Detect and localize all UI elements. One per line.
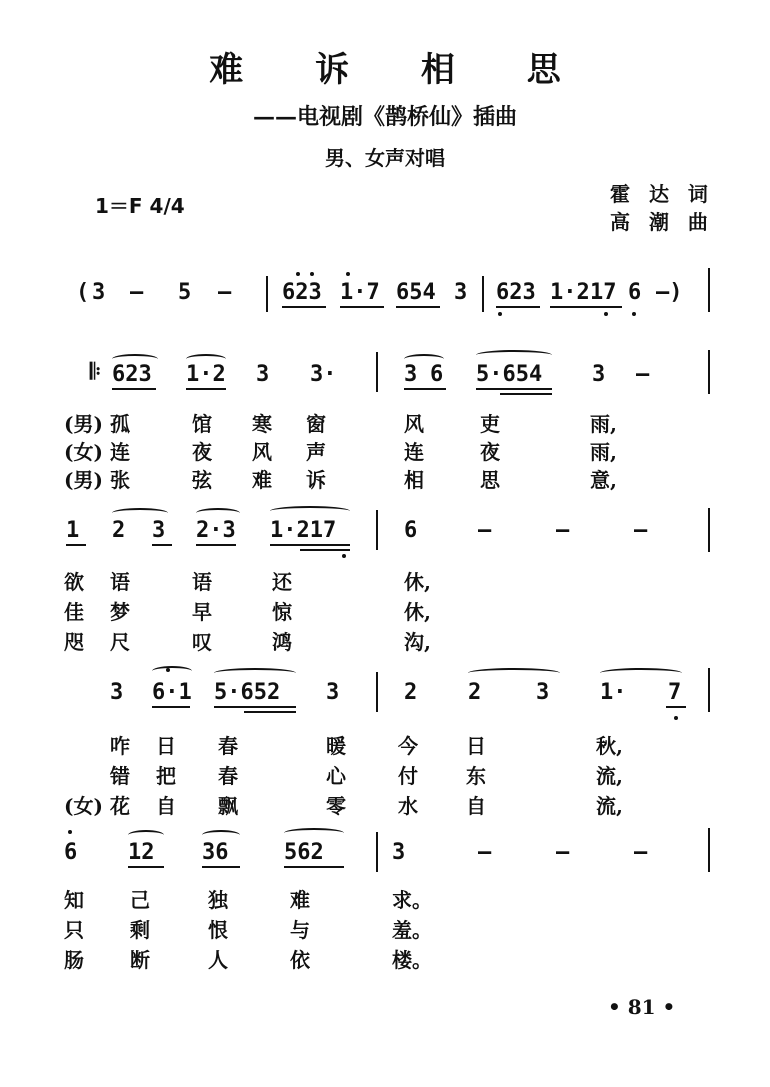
lyric-char: 春: [218, 734, 238, 758]
slur: [600, 668, 682, 678]
lyric-line: [0, 884, 770, 910]
underline: [284, 866, 344, 868]
lyric-char: 把: [156, 764, 176, 788]
octave-dot: [166, 668, 170, 672]
octave-dot: [296, 272, 300, 276]
lyric-char: 肠: [64, 948, 84, 972]
lyric-char: 自: [156, 794, 176, 818]
lyric-char: 流,: [596, 794, 623, 818]
intro-note: 17: [590, 280, 617, 305]
lyric-char: 连: [110, 440, 130, 464]
lyric-line: [0, 730, 770, 756]
slur: [112, 508, 168, 518]
slur: [284, 828, 344, 838]
lyric-char: 还: [272, 570, 292, 594]
melody-dash: —: [636, 362, 650, 387]
underline: [244, 711, 296, 713]
underline: [476, 388, 552, 390]
lyric-line: [0, 566, 770, 592]
lyric-char: 休,: [404, 600, 431, 624]
melody-note: 36: [202, 840, 229, 865]
lyric-char: 连: [404, 440, 424, 464]
octave-dot: [346, 272, 350, 276]
lyric-line: [0, 944, 770, 970]
underline: [404, 388, 446, 390]
intro-dash: —: [130, 280, 144, 305]
lyric-char: 人: [208, 948, 228, 972]
underline: [270, 544, 350, 546]
lyric-char: 意,: [590, 468, 617, 492]
melody-note: 3: [592, 362, 606, 387]
lyric-char: 寒: [252, 412, 272, 436]
lyric-char: 馆: [192, 412, 212, 436]
melody-note: 1·217: [270, 518, 337, 543]
lyric-char: 相: [404, 468, 424, 492]
barline: [376, 672, 378, 712]
lyric-char: 早: [192, 600, 212, 624]
lyric-char: 流,: [596, 764, 623, 788]
melody-dash: —: [634, 518, 648, 543]
intro-note: 5: [178, 280, 192, 305]
song-subtitle: ——电视剧《鹊桥仙》插曲: [252, 104, 517, 130]
lyric-char: 只: [64, 918, 84, 942]
melody-note: 1·: [600, 680, 627, 705]
barline: [708, 508, 710, 552]
underline: [340, 306, 384, 308]
octave-dot: [342, 554, 346, 558]
octave-dot: [674, 716, 678, 720]
singer-marker: (男): [64, 412, 103, 436]
lyric-char: 鸿: [272, 630, 292, 654]
lyric-char: 花: [110, 794, 130, 818]
octave-dot: [632, 312, 636, 316]
lyric-char: 难: [290, 888, 310, 912]
melody-note: 1·2: [186, 362, 226, 387]
slur: [214, 668, 296, 678]
melody-note: 5·654: [476, 362, 543, 387]
octave-dot: [498, 312, 502, 316]
underline: [300, 549, 350, 551]
lyric-char: 心: [326, 764, 346, 788]
lyricist-credit: 霍 达 词: [610, 182, 714, 206]
lyric-char: 今: [398, 734, 418, 758]
intro-note: 623: [496, 280, 536, 305]
slur: [270, 506, 350, 516]
slur: [476, 350, 552, 360]
lyric-char: 休,: [404, 570, 431, 594]
intro-open-paren: (: [76, 280, 90, 305]
lyric-char: 东: [466, 764, 486, 788]
underline: [496, 306, 540, 308]
lyric-char: 剩: [130, 918, 150, 942]
intro-note: 3: [92, 280, 106, 305]
lyric-char: 飘: [218, 794, 238, 818]
underline: [500, 393, 552, 395]
slur: [128, 830, 164, 840]
slur: [152, 666, 192, 676]
lyric-char: 暖: [326, 734, 346, 758]
underline: [112, 388, 156, 390]
underline: [202, 866, 240, 868]
lyric-char: 求。: [392, 888, 432, 912]
melody-note: 3: [110, 680, 124, 705]
singer-marker: (女): [64, 794, 103, 818]
lyric-char: 恨: [208, 918, 228, 942]
melody-dash: —: [478, 840, 492, 865]
melody-note: 12: [128, 840, 155, 865]
lyric-char: 知: [64, 888, 84, 912]
underline: [186, 388, 226, 390]
melody-note: 623: [112, 362, 152, 387]
lyric-char: 风: [252, 440, 272, 464]
lyric-char: 语: [192, 570, 212, 594]
melody-note: 3: [392, 840, 406, 865]
melody-dash: —: [556, 840, 570, 865]
lyric-char: 己: [130, 888, 150, 912]
singer-marker: (女): [64, 440, 103, 464]
melody-note: 562: [284, 840, 324, 865]
lyric-line: [0, 760, 770, 786]
melody-dash: —: [556, 518, 570, 543]
underline: [66, 544, 86, 546]
lyric-char: 语: [110, 570, 130, 594]
barline: [376, 832, 378, 872]
lyric-char: 春: [218, 764, 238, 788]
barline: [708, 828, 710, 872]
lyric-line: [0, 914, 770, 940]
page-number: • 81 •: [608, 995, 676, 1019]
barline: [708, 350, 710, 394]
voice-arrangement: 男、女声对唱: [325, 146, 445, 170]
lyric-char: 日: [466, 734, 486, 758]
lyric-char: 叹: [192, 630, 212, 654]
intro-note: 623: [282, 280, 322, 305]
barline: [708, 268, 710, 312]
singer-marker: (男): [64, 468, 103, 492]
lyric-line: [0, 464, 770, 490]
slur: [186, 354, 226, 364]
lyric-char: 咫: [64, 630, 84, 654]
barline: [376, 352, 378, 392]
lyric-char: 日: [156, 734, 176, 758]
slur: [404, 354, 444, 364]
lyric-char: 诉: [306, 468, 326, 492]
underline: [396, 306, 440, 308]
underline: [550, 306, 622, 308]
lyric-char: 夜: [192, 440, 212, 464]
slur: [112, 354, 158, 364]
intro-dash: —): [656, 280, 683, 305]
lyric-char: 沟,: [404, 630, 431, 654]
lyric-char: 错: [110, 764, 130, 788]
lyric-char: 惊: [272, 600, 292, 624]
melody-note: 2: [404, 680, 418, 705]
melody-note: 7: [668, 680, 682, 705]
barline: [266, 276, 268, 312]
lyric-char: 梦: [110, 600, 130, 624]
lyric-line: [0, 408, 770, 434]
melody-note: 6·1: [152, 680, 192, 705]
lyric-char: 欲: [64, 570, 84, 594]
lyric-char: 佳: [64, 600, 84, 624]
barline: [376, 510, 378, 550]
intro-note: 654: [396, 280, 436, 305]
melody-dash: —: [634, 840, 648, 865]
lyric-char: 零: [326, 794, 346, 818]
intro-note: 1·7: [340, 280, 380, 305]
lyric-char: 思: [480, 468, 500, 492]
intro-dash: —: [218, 280, 232, 305]
lyric-line: [0, 436, 770, 462]
composer-credit: 高 潮 曲: [610, 210, 714, 234]
melody-note: 3: [152, 518, 166, 543]
lyric-char: 秋,: [596, 734, 623, 758]
lyric-char: 依: [290, 948, 310, 972]
melody-note: 6: [430, 362, 444, 387]
underline: [666, 706, 686, 708]
melody-dash: —: [478, 518, 492, 543]
lyric-line: [0, 626, 770, 652]
lyric-char: 楼。: [392, 948, 432, 972]
repeat-start-sign: 𝄆: [90, 360, 101, 385]
melody-note: 6: [404, 518, 418, 543]
barline: [708, 668, 710, 712]
melody-note: 2·3: [196, 518, 236, 543]
song-title: 难 诉 相 思: [209, 50, 591, 90]
underline: [152, 544, 172, 546]
lyric-line: [0, 790, 770, 816]
underline: [196, 544, 236, 546]
melody-note: 3: [256, 362, 270, 387]
lyric-char: 付: [398, 764, 418, 788]
melody-note: 2: [112, 518, 126, 543]
melody-note: 3: [536, 680, 550, 705]
melody-note: 2: [468, 680, 482, 705]
melody-note: 3: [326, 680, 340, 705]
slur: [196, 508, 240, 518]
melody-note: 5·652: [214, 680, 281, 705]
melody-note: 1: [66, 518, 80, 543]
lyric-char: 咋: [110, 734, 130, 758]
lyric-char: 尺: [110, 630, 130, 654]
key-signature: 1＝F 4/4: [95, 194, 185, 218]
lyric-char: 独: [208, 888, 228, 912]
lyric-char: 窗: [306, 412, 326, 436]
underline: [282, 306, 326, 308]
slur: [468, 668, 560, 678]
barline: [482, 276, 484, 312]
lyric-char: 夜: [480, 440, 500, 464]
lyric-char: 吏: [480, 412, 500, 436]
lyric-char: 雨,: [590, 412, 617, 436]
octave-dot: [310, 272, 314, 276]
underline: [152, 706, 190, 708]
intro-note: 3: [454, 280, 468, 305]
melody-note: 6: [64, 840, 78, 865]
octave-dot: [68, 830, 72, 834]
lyric-char: 风: [404, 412, 424, 436]
lyric-char: 难: [252, 468, 272, 492]
underline: [214, 706, 296, 708]
intro-note: 6: [628, 280, 642, 305]
melody-note: 3: [404, 362, 418, 387]
lyric-char: 羞。: [392, 918, 432, 942]
lyric-char: 与: [290, 918, 310, 942]
lyric-char: 自: [466, 794, 486, 818]
lyric-char: 张: [110, 468, 130, 492]
lyric-char: 雨,: [590, 440, 617, 464]
lyric-char: 水: [398, 794, 418, 818]
underline: [128, 866, 164, 868]
lyric-char: 弦: [192, 468, 212, 492]
lyric-char: 孤: [110, 412, 130, 436]
slur: [202, 830, 240, 840]
lyric-char: 声: [306, 440, 326, 464]
lyric-line: [0, 596, 770, 622]
lyric-char: 断: [130, 948, 150, 972]
melody-note: 3·: [310, 362, 337, 387]
intro-note: 1·2: [550, 280, 590, 305]
octave-dot: [604, 312, 608, 316]
